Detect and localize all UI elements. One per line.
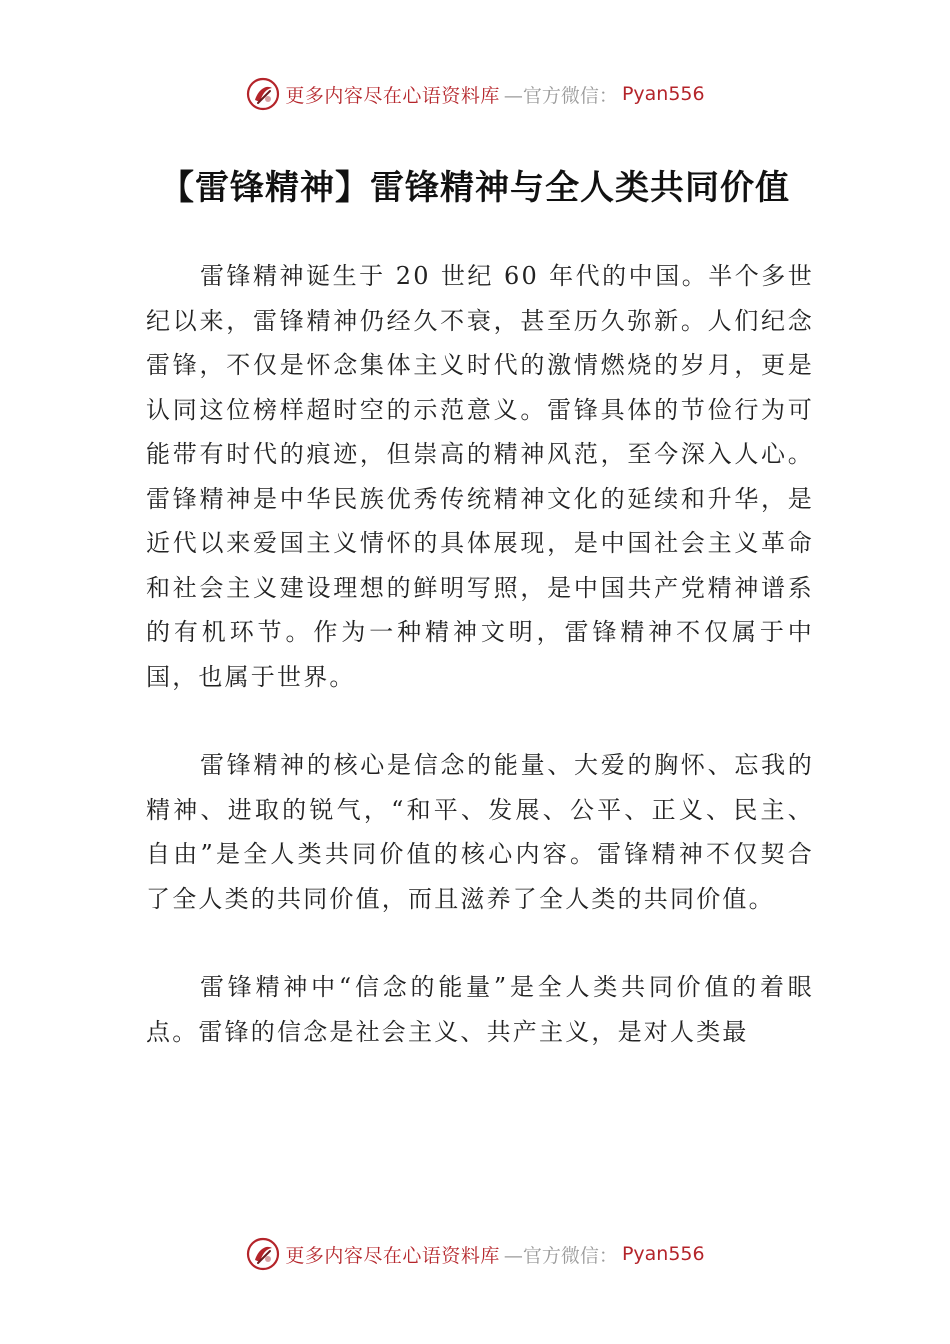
watermark-wechat-id: Pyan556 bbox=[621, 1243, 705, 1265]
brand-logo-icon bbox=[245, 1236, 281, 1272]
watermark-text: 更多内容尽在心语资料库 bbox=[285, 1244, 500, 1267]
paragraph-3: 雷锋精神中“信念的能量”是全人类共同价值的着眼点。雷锋的信念是社会主义、共产主义，是对人类最 bbox=[146, 973, 814, 1046]
paragraph-1: 雷锋精神诞生于 20 世纪 60 年代的中国。半个多世纪以来，雷锋精神仍经久不衰，甚至历久弥新。人们纪念雷锋，不仅是怀念集体主义时代的激情燃烧的岁月，更是认同这位榜样超时空的示范意义。雷锋具体的节俭行为可能带有时代的痕迹，但崇高的精神风范，至今深入人心。雷锋精神是中华民族优秀传统精神文化的延续和升华，是近代以来爱国主义情怀的具体展现，是中国社会主义革命和社会主义建设理想的鲜明写照，是中国共产党精神谱系的有机环节。作为一种精神文明，雷锋精神不仅属于中国，也属于世界。 bbox=[146, 262, 814, 691]
header-watermark bbox=[0, 74, 950, 114]
watermark-text: 更多内容尽在心语资料库 bbox=[285, 84, 500, 107]
document-title: 【雷锋精神】雷锋精神与全人类共同价值 bbox=[160, 168, 790, 208]
document-body bbox=[146, 254, 814, 1098]
watermark-wechat-id: Pyan556 bbox=[621, 83, 705, 105]
paragraph-2: 雷锋精神的核心是信念的能量、大爱的胸怀、忘我的精神、进取的锐气，“和平、发展、公平、正义、民主、自由”是全人类共同价值的核心内容。雷锋精神不仅契合了全人类的共同价值，而且滋养了全人类的共同价值。 bbox=[146, 751, 814, 913]
brand-logo-icon bbox=[245, 76, 281, 112]
watermark-separator: —官方微信： bbox=[503, 84, 618, 107]
footer-watermark bbox=[0, 1234, 950, 1274]
watermark-separator: —官方微信： bbox=[503, 1244, 618, 1267]
